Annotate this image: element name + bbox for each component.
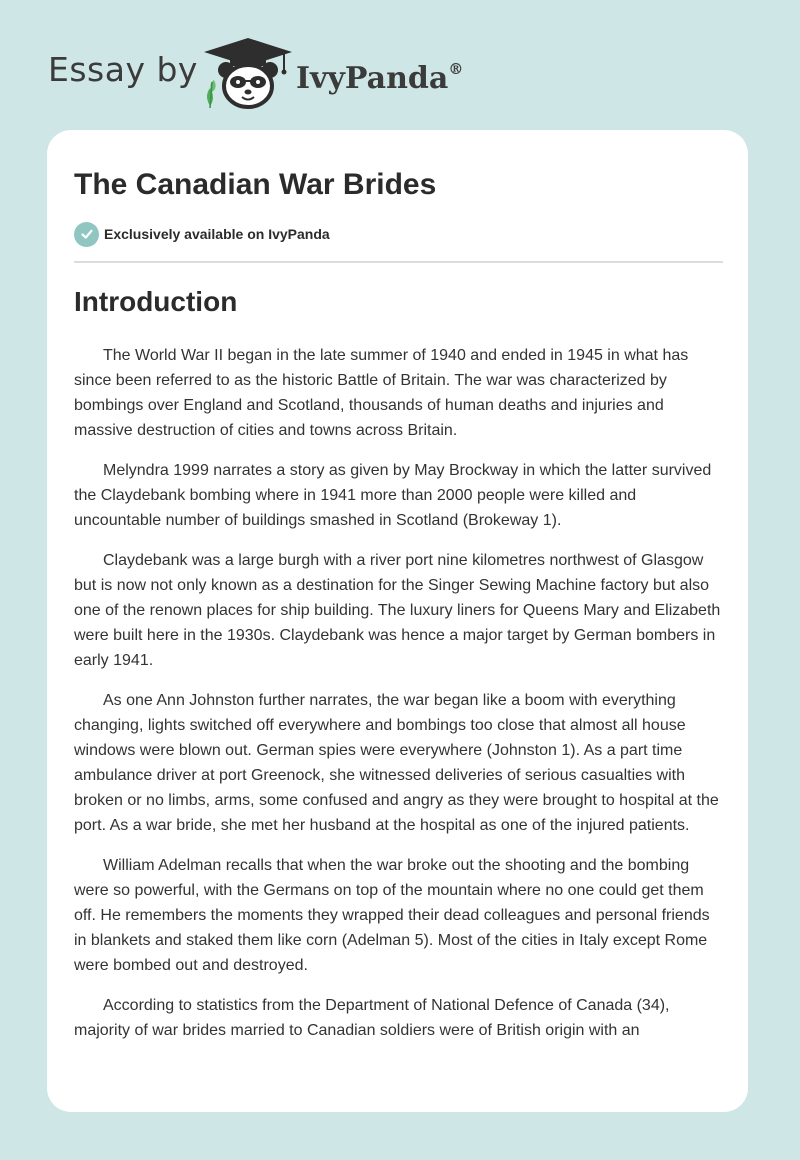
- brand-name[interactable]: [296, 52, 463, 99]
- paragraph: Claydebank was a large burgh with a river port nine kilometres northwest of Glasgow but is now not only known as a destination for the Singer Sewing Machine factory but also one of the renown places for ship building. The luxury liners for Queens Mary and Elizabeth were built here in the 1930s. Claydebank was hence a major target by German bombers in early 1941.: [74, 552, 721, 669]
- badge-label: Exclusively available on IvyPanda: [104, 226, 330, 242]
- panda-graduate-icon[interactable]: [200, 36, 296, 112]
- article-body: [74, 343, 724, 1058]
- paragraph: William Adelman recalls that when the war broke out the shooting and the bombing were so powerful, with the Germans on top of the mountain where no one could get them off. He remembers the moments they wrapped their dead colleagues and personal friends in blankets and staked them like corn (Adelman 5). Most of the cities in Italy except Rome were bombed out and destroyed.: [74, 857, 710, 974]
- essay-card: [47, 130, 748, 1112]
- paragraph: Melyndra 1999 narrates a story as given by May Brockway in which the latter survived the Claydebank bombing where in 1941 more than 2000 people were killed and uncountable number of buildings smashed in Scotland (Brokeway 1).: [74, 462, 712, 529]
- exclusive-badge: [74, 221, 330, 247]
- divider: [74, 261, 723, 263]
- paragraph: According to statistics from the Department of National Defence of Canada (34), majority of war brides married to Canadian soldiers were of British origin with an: [74, 997, 670, 1039]
- section-heading: Introduction: [74, 286, 238, 317]
- brand-name-text: IvyPanda: [296, 61, 449, 96]
- paragraph: As one Ann Johnston further narrates, the war began like a boom with everything changing, lights switched off everywhere and bombings too close that almost all house windows were blown out. German spies were everywhere (Johnston 1). As a part time ambulance driver at port Greenock, she witnessed deliveries of serious casualties with broken or no limbs, arms, some confused and angry as they were brought to hospital at the port. As a war bride, she met her husband at the hospital as one of the injured patients.: [74, 692, 719, 834]
- brand-prefix: Essay by: [48, 50, 198, 89]
- site-header: [0, 0, 800, 130]
- check-circle-icon: [74, 222, 99, 247]
- page-title: The Canadian War Brides: [74, 168, 437, 201]
- paragraph: The World War II began in the late summer of 1940 and ended in 1945 in what has since been referred to as the historic Battle of Britain. The war was characterized by bombings over England and Scotland, thousands of human deaths and injuries and massive destruction of cities and towns across Britain.: [74, 347, 689, 439]
- registered-mark: ®: [448, 60, 464, 78]
